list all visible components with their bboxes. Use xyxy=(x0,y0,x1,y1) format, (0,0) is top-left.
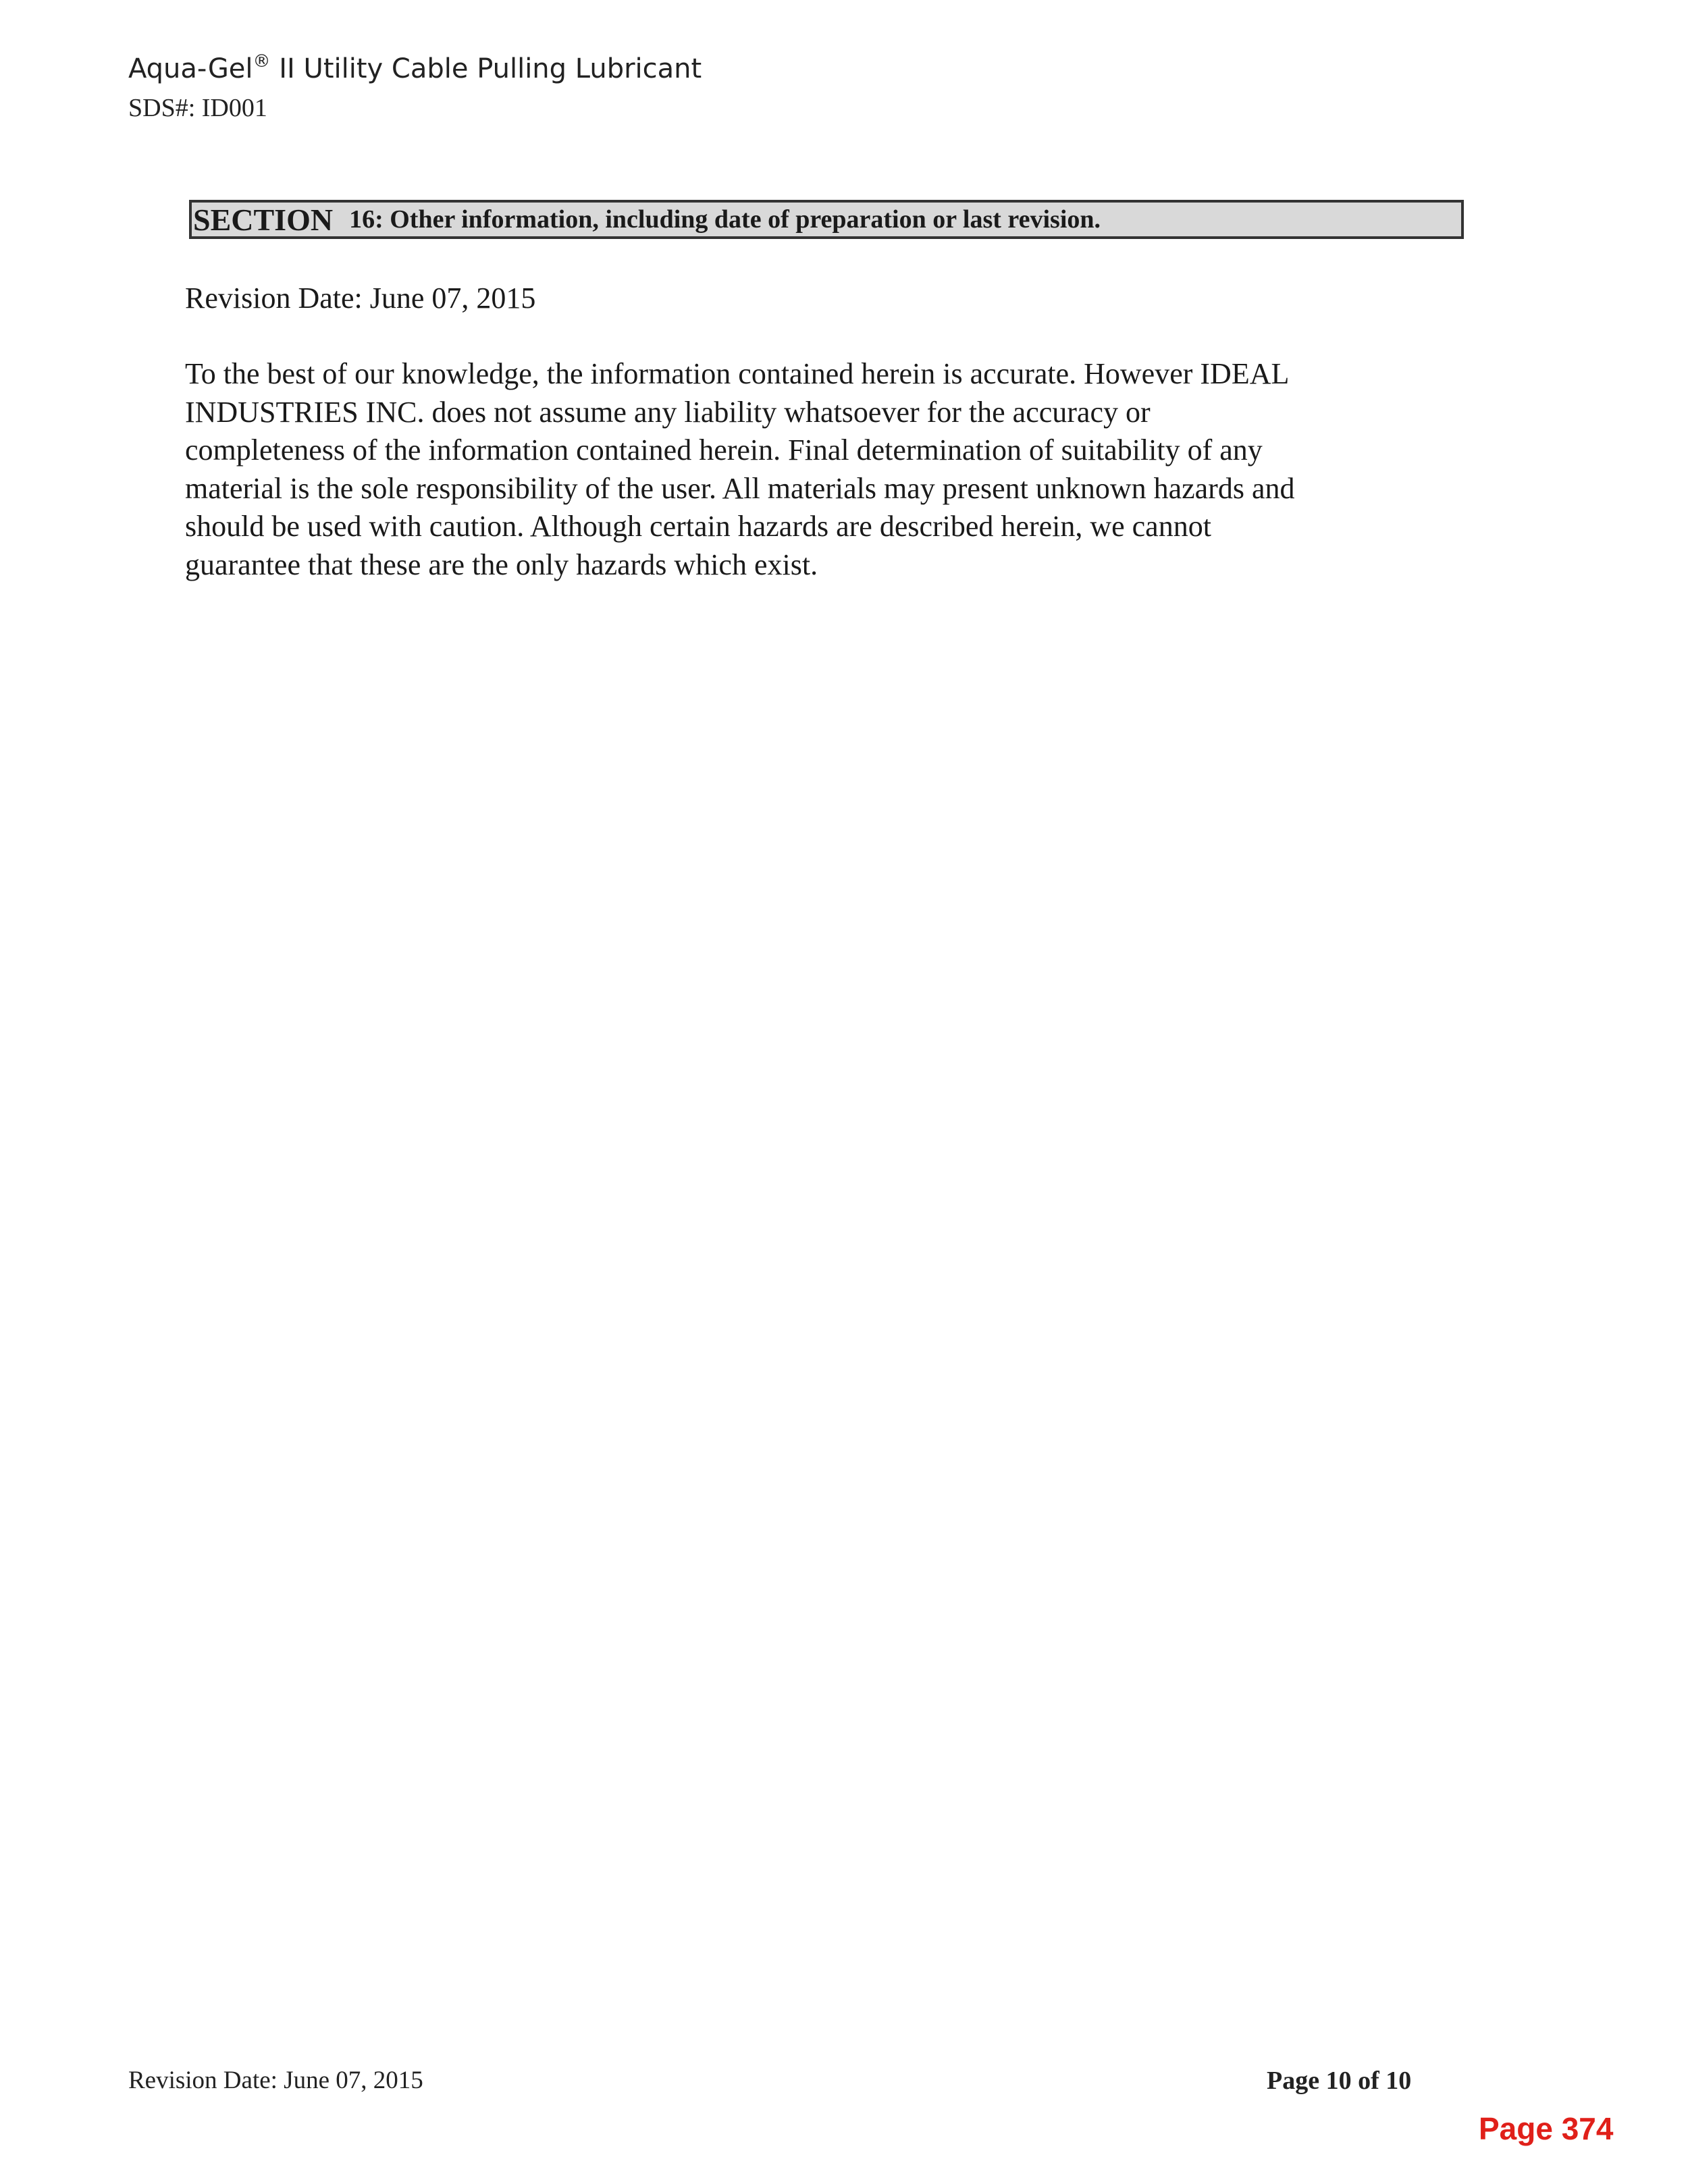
product-title xyxy=(128,51,702,84)
section-title: 16: Other information, including date of preparation or last revision. xyxy=(349,205,1101,234)
section-heading-bar xyxy=(189,200,1464,239)
disclaimer-line: INDUSTRIES INC. does not assume any liability whatsoever for the accuracy or xyxy=(185,395,1151,429)
disclaimer-line: completeness of the information contained herein. Final determination of suitability of any xyxy=(185,433,1263,467)
product-suffix: II Utility Cable Pulling Lubricant xyxy=(270,53,702,84)
disclaimer-line: guarantee that these are the only hazards which exist. xyxy=(185,548,818,581)
product-name: Aqua-Gel xyxy=(128,53,253,84)
disclaimer-line: material is the sole responsibility of the user. All materials may present unknown hazards and xyxy=(185,471,1295,505)
registered-mark: ® xyxy=(253,51,271,72)
disclaimer-line: To the best of our knowledge, the information contained herein is accurate. However IDEAL xyxy=(185,357,1290,390)
page-stamp: Page 374 xyxy=(1479,2111,1614,2146)
disclaimer-line: should be used with caution. Although certain hazards are described herein, we cannot xyxy=(185,510,1211,543)
revision-date: Revision Date: June 07, 2015 xyxy=(185,282,536,315)
sds-number: SDS#: ID001 xyxy=(128,94,267,122)
disclaimer-paragraph xyxy=(185,355,1441,584)
footer-revision-date: Revision Date: June 07, 2015 xyxy=(128,2067,423,2094)
footer-page-count: Page 10 of 10 xyxy=(1267,2067,1412,2095)
section-label: SECTION xyxy=(193,202,334,237)
